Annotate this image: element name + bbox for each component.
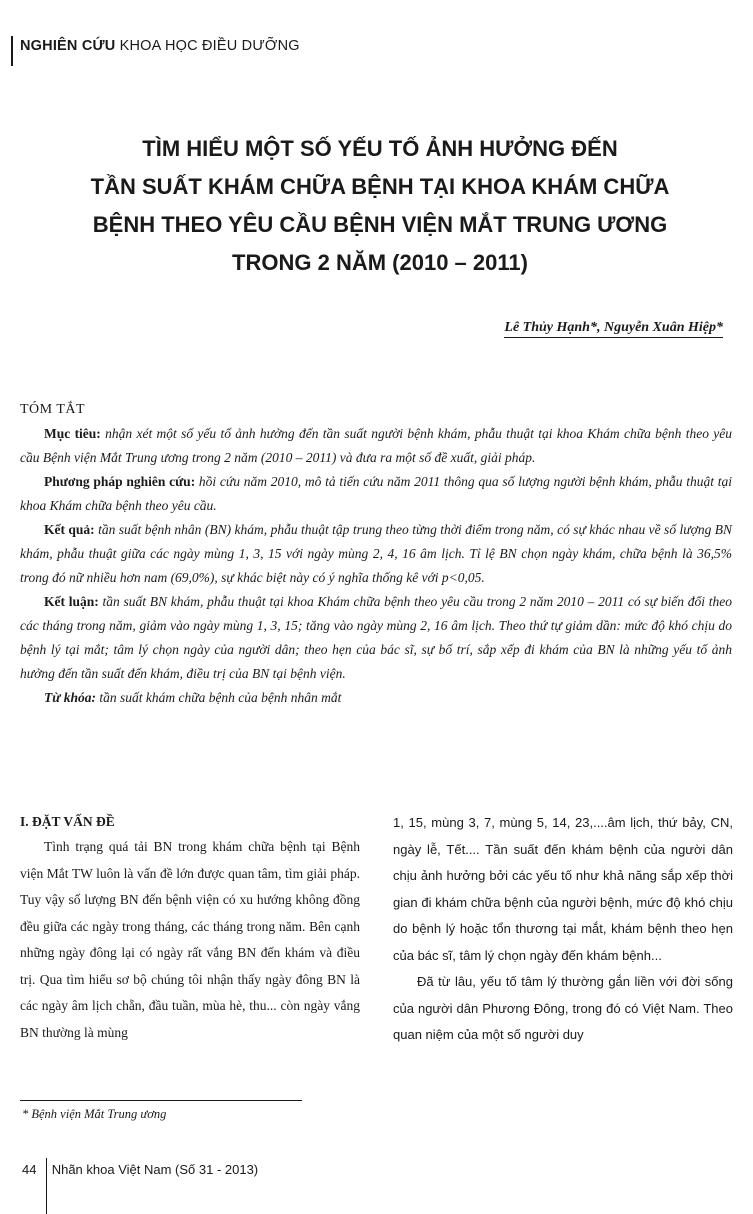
keywords-label: Từ khóa: [44,690,96,705]
authors: Lê Thủy Hạnh*, Nguyễn Xuân Hiệp* [504,320,723,338]
results-label: Kết quả: [44,522,95,537]
title-line: TẦN SUẤT KHÁM CHỮA BỆNH TẠI KHOA KHÁM CHỮA [90,174,670,199]
abstract-objective [20,422,732,470]
page-number: 44 [22,1162,37,1177]
article-title [40,130,720,282]
footnote: * Bệnh viện Mắt Trung ương [22,1107,167,1121]
abstract-results [20,518,732,590]
title-line: TRONG 2 NĂM (2010 – 2011) [232,250,528,275]
header-section-rest: KHOA HỌC ĐIỀU DƯỠNG [115,38,300,54]
objective-text: nhận xét một số yếu tố ảnh hưởng đến tần suất người bệnh khám, phẫu thuật tại khoa Khám chữa bệnh theo yêu cầu Bệnh viện Mắt Trung ương trong 2 năm (2010 – 2011) và đưa ra một số đề xuất, giải pháp. [20,426,732,465]
method-label: Phương pháp nghiên cứu: [44,474,196,489]
title-line: BỆNH THEO YÊU CẦU BỆNH VIỆN MẮT TRUNG ƯƠNG [92,212,668,237]
header-rule [11,36,13,66]
method-text: hồi cứu năm 2010, mô tả tiến cứu năm 2011 thông qua số lượng người bệnh khám, phẫu thuật tại khoa Khám chữa bệnh theo yêu cầu. [20,474,732,513]
abstract-heading: TÓM TẮT [20,402,86,417]
page-footer [22,1162,258,1177]
journal-name: Nhãn khoa Việt Nam (Số 31 - 2013) [51,1162,259,1177]
body-paragraph: Đã từ lâu, yếu tố tâm lý thường gắn liền với đời sống của người dân Phương Đông, trong đó có Việt Nam. Theo quan niệm của một số người duy [393,974,733,1042]
conclusion-text: tần suất BN khám, phẫu thuật tại khoa Khám chữa bệnh theo yêu cầu trong 2 năm 2010 – 2011 có sự biến đổi theo các tháng trong năm, giảm vào ngày mùng 1, 3, 15; tăng vào ngày mùng 2, 16 âm lịch. Theo thứ tự giảm dần: mức độ khó chịu do bệnh lý tại mắt; tâm lý chọn ngày của người dân; theo hẹn của bác sĩ, sự bố trí, sắp xếp đi khám của BN là những yếu tố ảnh hưởng đến tần suất đến khám, điều trị của BN tại bệnh viện. [20,594,732,681]
results-text: tần suất bệnh nhân (BN) khám, phẫu thuật tập trung theo từng thời điểm trong năm, có sự khác nhau về số lượng BN khám, phẫu thuật giữa các ngày mùng 1, 3, 15 với ngày mùng 2, 4, 16 âm lịch. Tỉ lệ BN chọn ngày khám, chữa bệnh là 36,5% trong đó nữ nhiều hơn nam (69,0%), sự khác biệt này có ý nghĩa thống kê với p<0,05. [20,522,732,585]
body-column-right [393,810,733,1049]
body-column-left [20,810,360,1046]
footnote-rule [20,1100,302,1101]
running-header [20,38,300,54]
conclusion-label: Kết luận: [44,594,99,609]
header-section-bold: NGHIÊN CỨU [20,38,116,54]
abstract-keywords [20,686,732,710]
keywords-text: tần suất khám chữa bệnh của bệnh nhân mắt [95,690,342,705]
abstract-method [20,470,732,518]
abstract-conclusion [20,590,732,686]
title-line: TÌM HIỂU MỘT SỐ YẾU TỐ ẢNH HƯỞNG ĐẾN [142,136,618,161]
abstract [20,398,732,710]
section-title: I. ĐẶT VẤN ĐỀ [20,814,115,829]
body-paragraph: 1, 15, mùng 3, 7, mùng 5, 14, 23,....âm lịch, thứ bảy, CN, ngày lễ, Tết.... Tần suất đến khám bệnh của người dân chịu ảnh hưởng bởi các yếu tố như khả năng sắp xếp thời gian đi khám chữa bệnh của người bệnh, mức độ khó chịu do bệnh lý hoặc tổn thương tại mắt, khám bệnh theo hẹn của bác sĩ, tâm lý chọn ngày đến khám bệnh... [393,815,733,963]
objective-label: Mục tiêu: [44,426,101,441]
body-paragraph: Tình trạng quá tải BN trong khám chữa bệnh tại Bệnh viện Mắt TW luôn là vấn đề lớn được quan tâm, tìm giải pháp. Tuy vậy số lượng BN đến bệnh viện có xu hướng không đồng đều giữa các ngày trong tháng, các tháng trong năm. Bên cạnh những ngày đông lại có ngày rất vắng BN đến khám và điều trị. Qua tìm hiểu sơ bộ chúng tôi nhận thấy ngày đông BN là các ngày âm lịch chẵn, đầu tuần, mùa hè, thu... còn ngày vắng BN thường là mùng [20,839,360,1040]
